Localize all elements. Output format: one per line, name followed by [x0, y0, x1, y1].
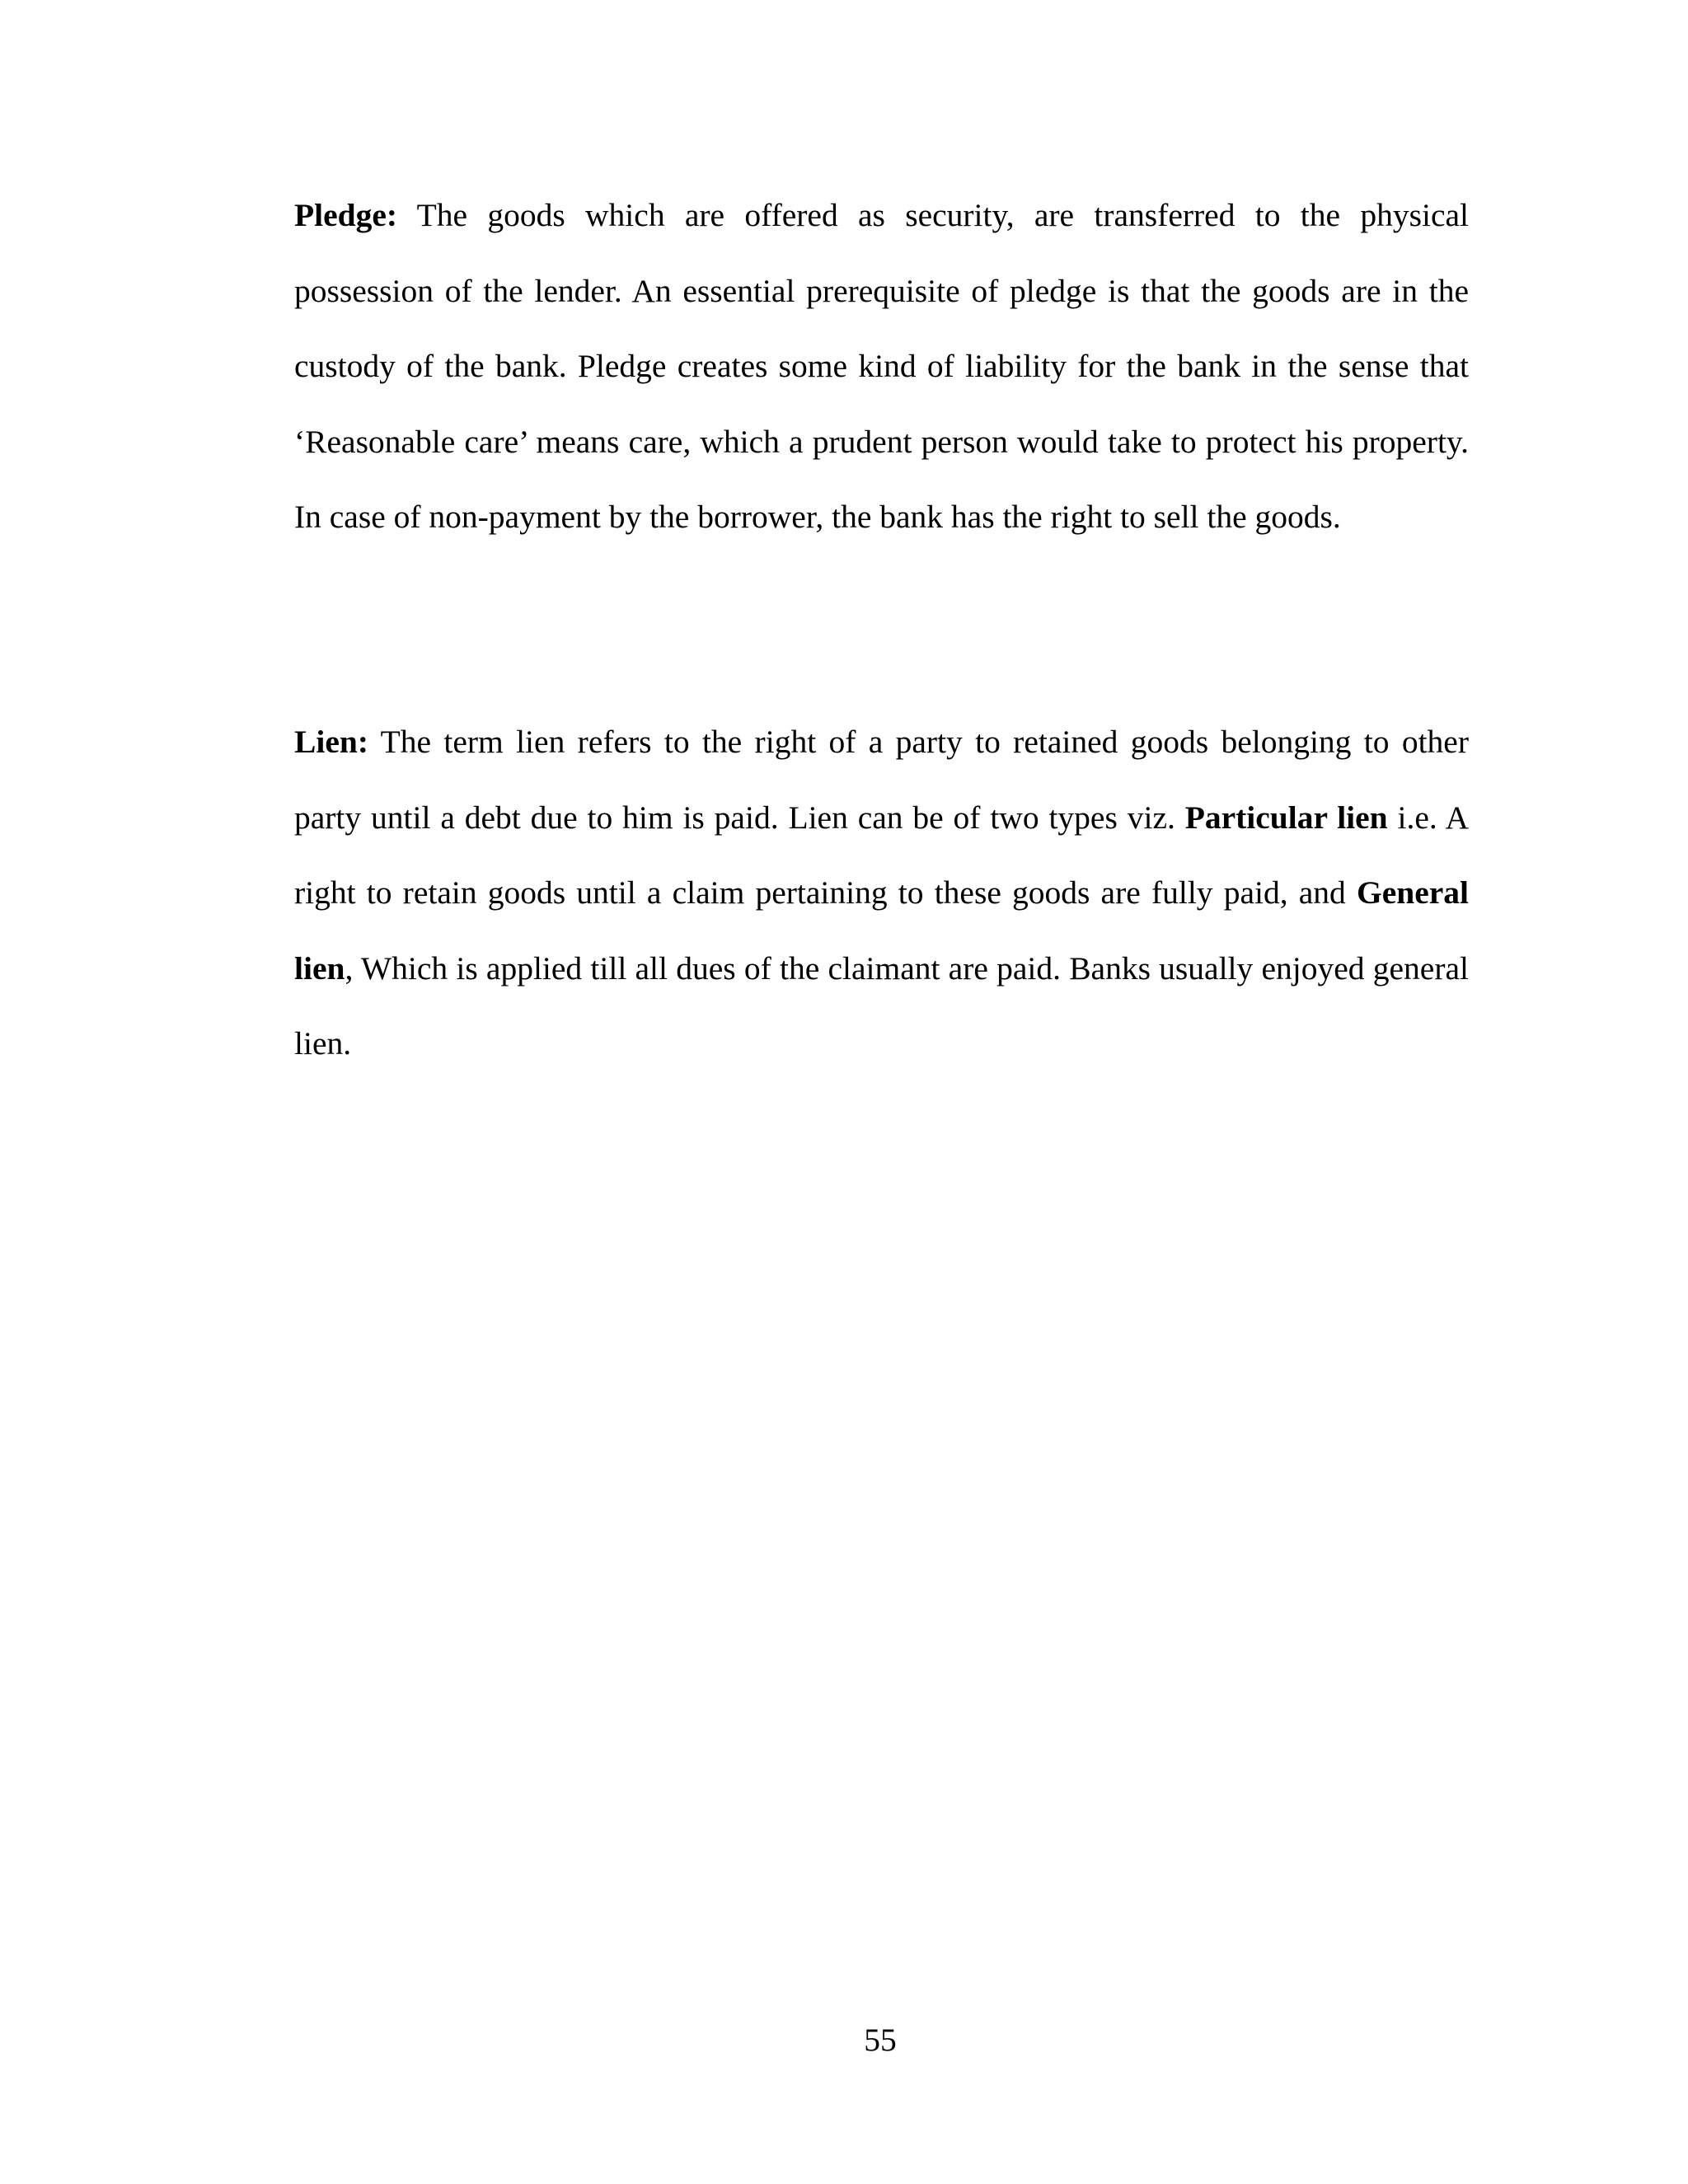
- pledge-text: The goods which are offered as security, are transferred to the physical possession of the lender. An essential prerequisite of pledge is that the goods are in the custody of the bank. Pledge creates some kind of liability for the bank in the sense that ‘Reasonable care’ means care, which a prudent person would take to protect his property. In case of non-payment by the borrower, the bank has the right to sell the goods.: [294, 197, 1469, 535]
- general-lien-term: General lien: [294, 874, 1469, 987]
- lien-term: Lien:: [294, 724, 368, 760]
- pledge-paragraph: [294, 178, 1469, 555]
- particular-lien-term: Particular lien: [1184, 799, 1388, 836]
- lien-text-1: The term lien refers to the right of a party to retained goods belonging to other party until a debt due to him is paid. Lien can be of two types viz.: [294, 724, 1469, 836]
- lien-paragraph: [294, 705, 1469, 1082]
- lien-text-2: i.e. A right to retain goods until a claim pertaining to these goods are fully paid, and: [294, 799, 1470, 911]
- pledge-term: Pledge:: [294, 197, 398, 233]
- lien-text-3: , Which is applied till all dues of the claimant are paid. Banks usually enjoyed general lien.: [294, 949, 1469, 1062]
- page-number: 55: [864, 2022, 897, 2058]
